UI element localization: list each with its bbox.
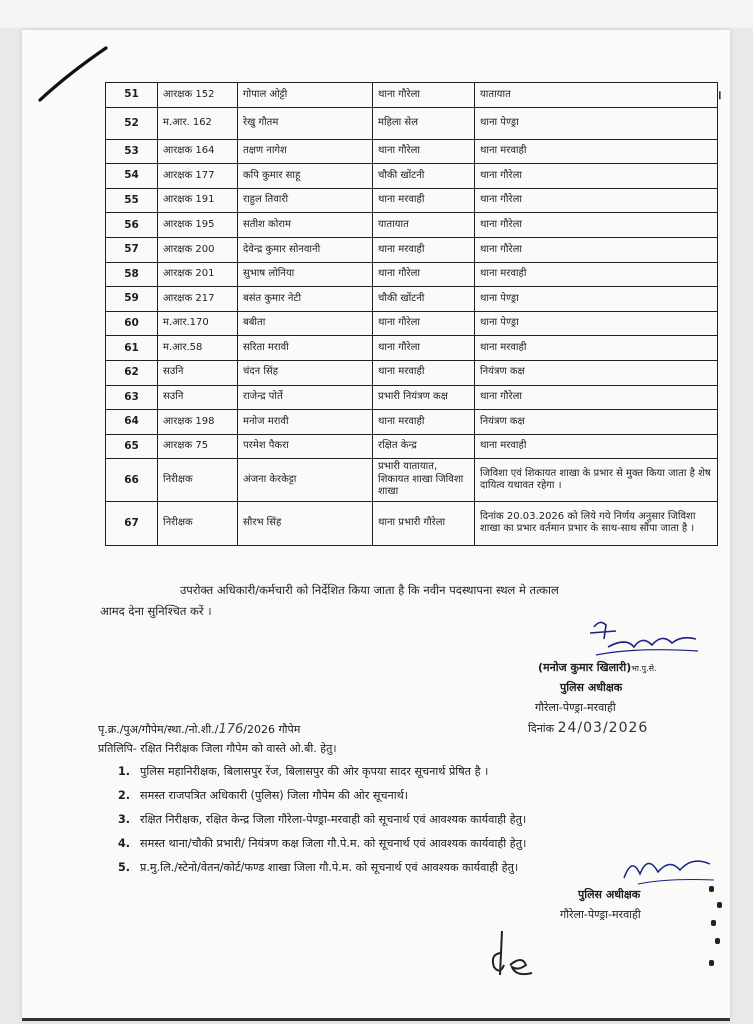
copy-list-item: [118, 808, 698, 832]
posting-row: [106, 107, 718, 139]
posting-row: [106, 360, 718, 385]
margin-mark: ।: [717, 88, 722, 102]
current-posting-cell: यातायात: [373, 213, 475, 238]
page-bottom-edge: [22, 1018, 730, 1021]
serial-number-cell: 53: [106, 139, 158, 164]
serial-number-cell: 52: [106, 107, 158, 139]
posting-row: [106, 164, 718, 189]
posting-row: [106, 385, 718, 410]
new-posting-cell: थाना पेण्ड्रा: [475, 107, 718, 139]
rank-cell: सउनि: [158, 360, 238, 385]
posting-row: [106, 501, 718, 545]
current-posting-cell: महिला सेल: [373, 107, 475, 139]
rank-cell: म.आर. 162: [158, 107, 238, 139]
posting-row: [106, 336, 718, 361]
employee-name-cell: राहुल तिवारी: [238, 188, 373, 213]
employee-name-cell: बबीता: [238, 311, 373, 336]
signatory-office: गौरेला-पेण्ड्रा-मरवाही: [535, 701, 616, 714]
current-posting-cell: प्रभारी नियंत्रण कक्ष: [373, 385, 475, 410]
serial-number-cell: 58: [106, 262, 158, 287]
signatory-name-text: (मनोज कुमार खिलारी): [538, 661, 632, 674]
reference-prefix: पृ.क्र./पुअ/गौपेम/स्था./नो.शी./: [98, 723, 219, 736]
new-posting-cell: थाना गौरेला: [475, 213, 718, 238]
posting-row: [106, 188, 718, 213]
current-posting-cell: चौकी खोंटनी: [373, 164, 475, 189]
copy-list-item: [118, 856, 698, 880]
serial-number-cell: 64: [106, 410, 158, 435]
current-posting-cell: थाना मरवाही: [373, 360, 475, 385]
employee-name-cell: देवेन्द्र कुमार सोनवानी: [238, 237, 373, 262]
copy-heading: प्रतिलिपि- रक्षित निरीक्षक जिला गौपेम को वास्ते ओ.बी. हेतु।: [98, 742, 337, 755]
new-posting-cell: थाना मरवाही: [475, 336, 718, 361]
current-posting-cell: थाना प्रभारी गौरेला: [373, 501, 475, 545]
current-posting-cell: थाना गौरेला: [373, 83, 475, 108]
rank-cell: आरक्षक 164: [158, 139, 238, 164]
rank-cell: निरीक्षक: [158, 459, 238, 502]
clerk-initials-mark: [488, 925, 546, 987]
posting-table-body: [106, 83, 718, 546]
serial-number-cell: 66: [106, 459, 158, 502]
serial-number-cell: 61: [106, 336, 158, 361]
copy-list-item: [118, 760, 698, 784]
rank-cell: आरक्षक 177: [158, 164, 238, 189]
serial-number-cell: 67: [106, 501, 158, 545]
copy-item-text: रक्षित निरीक्षक, रक्षित केन्द्र जिला गौरेला-पेण्ड्रा-मरवाही को सूचनार्थ एवं आवश्यक कार्यवाही हेतु।: [140, 813, 527, 826]
employee-name-cell: रेखु गौतम: [238, 107, 373, 139]
new-posting-cell: थाना गौरेला: [475, 164, 718, 189]
new-posting-cell: थाना गौरेला: [475, 188, 718, 213]
signatory-designation: पुलिस अधीक्षक: [560, 681, 623, 694]
current-posting-cell: प्रभारी यातायात, शिकायत शाखा जिविशा शाखा: [373, 459, 475, 502]
serial-number-cell: 56: [106, 213, 158, 238]
copy-item-text: समस्त राजपत्रित अधिकारी (पुलिस) जिला गौपेम की ओर सूचनार्थ।: [140, 789, 409, 802]
employee-name-cell: सौरभ सिंह: [238, 501, 373, 545]
copy-item-number: 2.: [118, 789, 131, 802]
employee-name-cell: मनोज मरावी: [238, 410, 373, 435]
signatory-name: [538, 660, 657, 675]
rank-cell: आरक्षक 75: [158, 434, 238, 459]
screenshot-top-band: [0, 0, 753, 28]
employee-name-cell: सुभाष लोनिया: [238, 262, 373, 287]
employee-name-cell: सरिता मरावी: [238, 336, 373, 361]
new-posting-cell: जिविशा एवं शिकायत शाखा के प्रभार से मुक्त किया जाता है शेष दायित्व यथावत रहेगा ।: [475, 459, 718, 502]
reference-handwritten-number: 176: [218, 722, 244, 737]
copy-list-item: [118, 832, 698, 856]
signatory-name-suffix: भा.पु.से.: [631, 664, 657, 673]
current-posting-cell: रक्षित केन्द्र: [373, 434, 475, 459]
rank-cell: सउनि: [158, 385, 238, 410]
current-posting-cell: थाना गौरेला: [373, 262, 475, 287]
copy-recipient-list: [118, 760, 698, 880]
current-posting-cell: थाना गौरेला: [373, 336, 475, 361]
current-posting-cell: थाना मरवाही: [373, 410, 475, 435]
copy-item-number: 4.: [118, 837, 131, 850]
copy-item-number: 1.: [118, 765, 131, 778]
rank-cell: आरक्षक 195: [158, 213, 238, 238]
posting-row: [106, 139, 718, 164]
new-posting-cell: थाना पेण्ड्रा: [475, 287, 718, 312]
new-posting-cell: थाना मरवाही: [475, 139, 718, 164]
employee-name-cell: अंजना केरकेट्टा: [238, 459, 373, 502]
serial-number-cell: 57: [106, 237, 158, 262]
rank-cell: आरक्षक 200: [158, 237, 238, 262]
employee-name-cell: कपि कुमार साहू: [238, 164, 373, 189]
new-posting-cell: थाना गौरेला: [475, 385, 718, 410]
reference-suffix: /2026 गौपेम: [243, 723, 301, 736]
new-posting-cell: थाना मरवाही: [475, 434, 718, 459]
new-posting-cell: थाना पेण्ड्रा: [475, 311, 718, 336]
directive-line-1: उपरोक्त अधिकारी/कर्मचारी को निर्देशित किया जाता है कि नवीन पदस्थापना स्थल मे तत्काल: [180, 583, 559, 597]
rank-cell: आरक्षक 198: [158, 410, 238, 435]
posting-row: [106, 287, 718, 312]
posting-row: [106, 83, 718, 108]
posting-row: [106, 459, 718, 502]
employee-name-cell: बसंत कुमार नेटी: [238, 287, 373, 312]
new-posting-cell: यातायात: [475, 83, 718, 108]
copy-item-text: समस्त थाना/चौकी प्रभारी/ नियंत्रण कक्ष जिला गौ.पे.म. को सूचनार्थ एवं आवश्यक कार्यवाही हेतु।: [140, 837, 527, 850]
posting-row: [106, 434, 718, 459]
posting-row: [106, 237, 718, 262]
employee-name-cell: परमेश पैकरा: [238, 434, 373, 459]
rank-cell: आरक्षक 201: [158, 262, 238, 287]
serial-number-cell: 54: [106, 164, 158, 189]
second-signatory-office: गौरेला-पेण्ड्रा-मरवाही: [560, 908, 641, 921]
new-posting-cell: थाना मरवाही: [475, 262, 718, 287]
current-posting-cell: थाना गौरेला: [373, 139, 475, 164]
second-signatory-designation: पुलिस अधीक्षक: [578, 888, 641, 901]
serial-number-cell: 55: [106, 188, 158, 213]
rank-cell: म.आर.58: [158, 336, 238, 361]
second-signature: [618, 848, 718, 890]
employee-name-cell: चंदन सिंह: [238, 360, 373, 385]
employee-name-cell: सतीश कोराम: [238, 213, 373, 238]
pen-stroke-mark: [38, 44, 110, 104]
directive-paragraph: [100, 580, 700, 622]
current-posting-cell: थाना मरवाही: [373, 188, 475, 213]
employee-name-cell: राजेन्द्र पोर्ते: [238, 385, 373, 410]
posting-row: [106, 410, 718, 435]
rank-cell: म.आर.170: [158, 311, 238, 336]
posting-row: [106, 213, 718, 238]
serial-number-cell: 60: [106, 311, 158, 336]
rank-cell: आरक्षक 217: [158, 287, 238, 312]
serial-number-cell: 62: [106, 360, 158, 385]
copy-item-number: 3.: [118, 813, 131, 826]
posting-row: [106, 262, 718, 287]
copy-item-text: प्र.मु.लि./स्टेनो/वेतन/कोर्ट/फण्ड शाखा जिला गौ.पे.म. को सूचनार्थ एवं आवश्यक कार्यवाही हेतु।: [140, 861, 519, 874]
new-posting-cell: नियंत्रण कक्ष: [475, 410, 718, 435]
reference-number: [98, 722, 300, 737]
copy-item-number: 5.: [118, 861, 131, 874]
current-posting-cell: चौकी खोंटनी: [373, 287, 475, 312]
new-posting-cell: नियंत्रण कक्ष: [475, 360, 718, 385]
reference-date: [528, 720, 648, 736]
serial-number-cell: 51: [106, 83, 158, 108]
rank-cell: निरीक्षक: [158, 501, 238, 545]
punch-hole-marks: [705, 880, 729, 980]
serial-number-cell: 65: [106, 434, 158, 459]
directive-line-2: आमद देना सुनिश्चित करें ।: [100, 604, 212, 618]
rank-cell: आरक्षक 191: [158, 188, 238, 213]
copy-list-item: [118, 784, 698, 808]
new-posting-cell: थाना गौरेला: [475, 237, 718, 262]
serial-number-cell: 59: [106, 287, 158, 312]
employee-name-cell: तक्षण नागेश: [238, 139, 373, 164]
officer-signature: [586, 617, 704, 663]
new-posting-cell: दिनांक 20.03.2026 को लिये गये निर्णय अनुसार जिविशा शाखा का प्रभार वर्तमान प्रभार के साथ-साथ सौंपा जाता है ।: [475, 501, 718, 545]
current-posting-cell: थाना मरवाही: [373, 237, 475, 262]
posting-row: [106, 311, 718, 336]
date-value: 24/03/2026: [557, 720, 649, 736]
current-posting-cell: थाना गौरेला: [373, 311, 475, 336]
date-label: दिनांक: [528, 722, 555, 735]
rank-cell: आरक्षक 152: [158, 83, 238, 108]
serial-number-cell: 63: [106, 385, 158, 410]
copy-item-text: पुलिस महानिरीक्षक, बिलासपुर रेंज, बिलासपुर की ओर कृपया सादर सूचनार्थ प्रेषित है ।: [140, 765, 489, 778]
employee-name-cell: गोपाल ओट्टी: [238, 83, 373, 108]
posting-table: [105, 82, 718, 546]
